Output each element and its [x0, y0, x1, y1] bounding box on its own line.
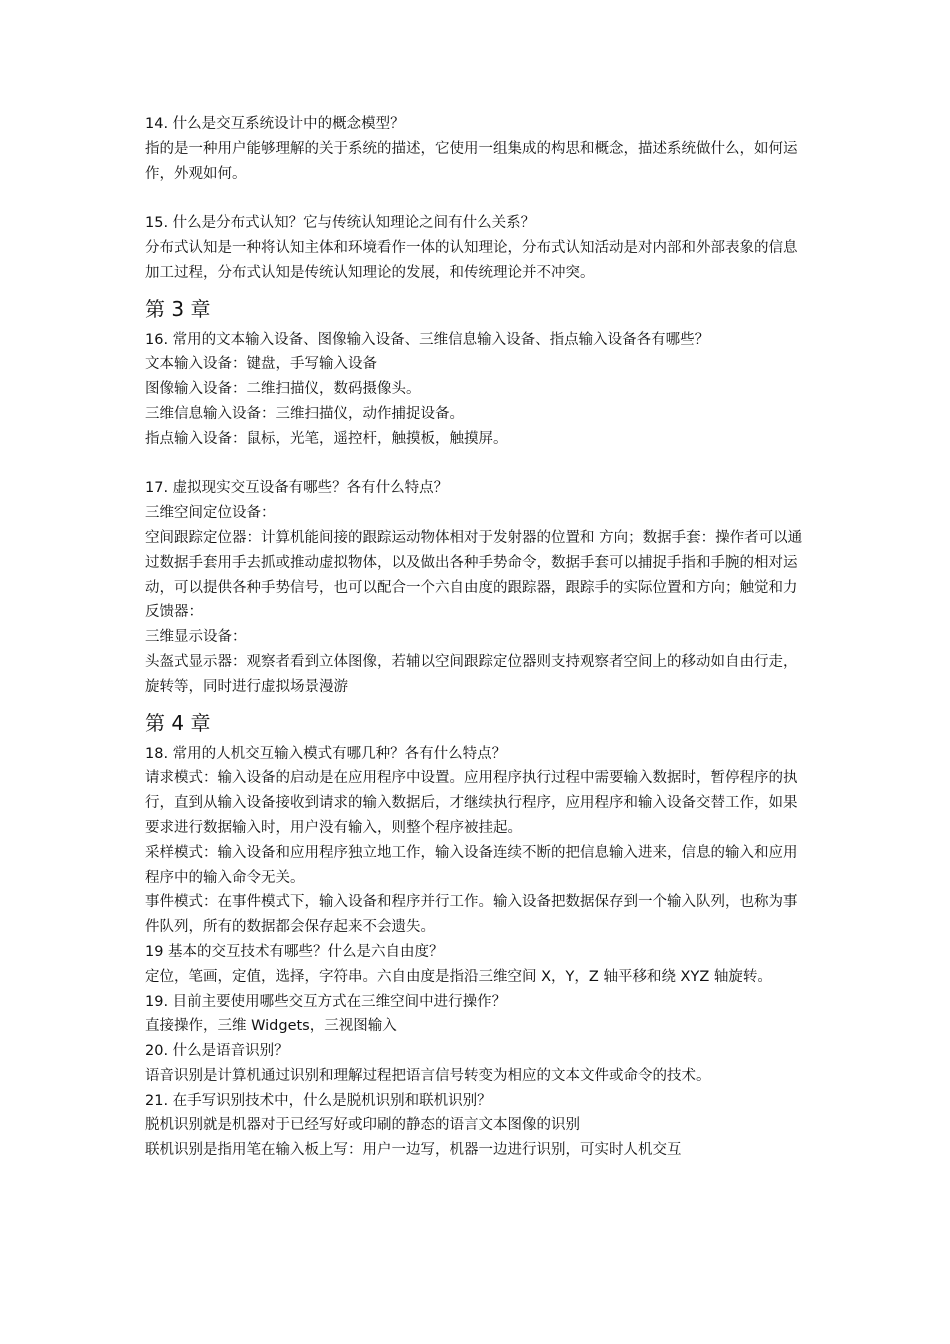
question-20: 20. 什么是语音识别？ — [145, 1043, 289, 1060]
question-16: 16. 常用的文本输入设备、图像输入设备、三维信息输入设备、指点输入设备各有哪些？ — [145, 331, 710, 348]
chapter-4-heading: 第 4 章 — [145, 710, 211, 735]
answer-15: 分布式认知是一种将认知主体和环境看作一体的认知理论，分布式认知活动是对内部和外部表象的信息加工过程，分布式认知是传统认知理论的发展，和传统理论并不冲突。 — [145, 239, 798, 281]
answer-14: 指的是一种用户能够理解的关于系统的描述，它使用一组集成的构思和概念，描述系统做什么，如何运作，外观如何。 — [145, 140, 798, 182]
question-15: 15. 什么是分布式认知？它与传统认知理论之间有什么关系？ — [145, 215, 536, 232]
answer-16-3d-input: 三维信息输入设备：三维扫描仪，动作捕捉设备。 — [145, 405, 464, 422]
chapter-3-heading: 第 3 章 — [145, 296, 211, 321]
answer-16-pointing-input: 指点输入设备：鼠标，光笔，遥控杆，触摸板，触摸屏。 — [145, 430, 508, 447]
document-page — [145, 112, 810, 1163]
answer-21-online: 联机识别是指用笔在输入板上写：用户一边写，机器一边进行识别，可实时人机交互 — [145, 1142, 682, 1159]
question-19a: 19 基本的交互技术有哪些？什么是六自由度？ — [145, 943, 444, 960]
answer-17-3d-positioning: 三维空间定位设备： — [145, 505, 276, 522]
answer-19a: 定位，笔画，定值，选择，字符串。六自由度是指沿三维空间 X，Y，Z 轴平移和绕 XYZ 轴旋转。 — [145, 968, 772, 985]
answer-17-tracker-glove: 空间跟踪定位器：计算机能间接的跟踪运动物体相对于发射器的位置和 方向；数据手套：操作者可以通过数据手套用手去抓或推动虚拟物体，以及做出各种手势命令，数据手套可以捕捉手指和手腕的相对运动，可以提供各种手势信号，也可以配合一个六自由度的跟踪器，跟踪手的实际位置和方向；触觉和力反馈器： — [145, 529, 803, 621]
answer-21-offline: 脱机识别就是机器对于已经写好或印刷的静态的语言文本图像的识别 — [145, 1117, 580, 1134]
question-19b: 19. 目前主要使用哪些交互方式在三维空间中进行操作？ — [145, 993, 507, 1010]
answer-19b: 直接操作，三维 Widgets，三视图输入 — [145, 1018, 397, 1035]
question-18: 18. 常用的人机交互输入模式有哪几种？各有什么特点？ — [145, 745, 507, 762]
answer-18-event-mode: 事件模式：在事件模式下，输入设备和程序并行工作。输入设备把数据保存到一个输入队列，也称为事件队列，所有的数据都会保存起来不会遗失。 — [145, 894, 798, 936]
question-17: 17. 虚拟现实交互设备有哪些？各有什么特点？ — [145, 480, 449, 497]
question-21: 21. 在手写识别技术中，什么是脱机识别和联机识别？ — [145, 1092, 492, 1109]
answer-17-3d-display: 三维显示设备： — [145, 629, 247, 646]
answer-17-hmd: 头盔式显示器：观察者看到立体图像，若辅以空间跟踪定位器则支持观察者空间上的移动如自由行走，旋转等，同时进行虚拟场景漫游 — [145, 653, 798, 695]
answer-18-sample-mode: 采样模式：输入设备和应用程序独立地工作，输入设备连续不断的把信息输入进来，信息的输入和应用程序中的输入命令无关。 — [145, 844, 798, 886]
answer-16-image-input: 图像输入设备：二维扫描仪，数码摄像头。 — [145, 381, 421, 398]
question-14: 14. 什么是交互系统设计中的概念模型？ — [145, 116, 405, 132]
answer-16-text-input: 文本输入设备：键盘，手写输入设备 — [145, 356, 377, 373]
spacer — [145, 452, 810, 477]
answer-18-request-mode: 请求模式：输入设备的启动是在应用程序中设置。应用程序执行过程中需要输入数据时，暂停程序的执行，直到从输入设备接收到请求的输入数据后，才继续执行程序，应用程序和输入设备交替工作，如果要求进行数据输入时，用户没有输入，则整个程序被挂起。 — [145, 770, 798, 836]
answer-20: 语音识别是计算机通过识别和理解过程把语言信号转变为相应的文本文件或命令的技术。 — [145, 1067, 711, 1084]
spacer — [145, 186, 810, 211]
